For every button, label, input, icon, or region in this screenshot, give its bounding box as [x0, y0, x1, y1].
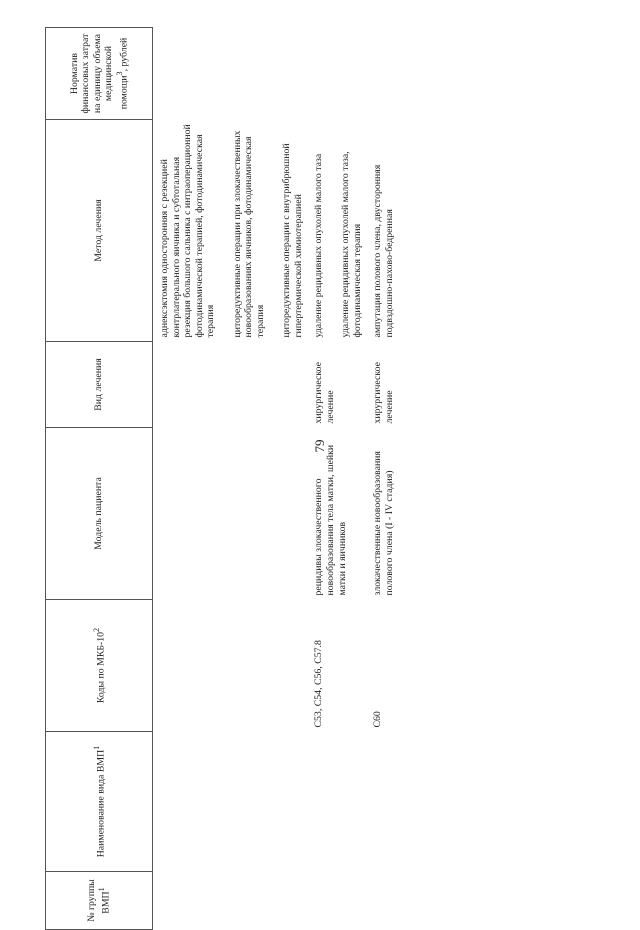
method-item: аднексэктомия односторонняя с резекцией контрлатерального яичника и субтотальная резекция большого сальника с интраоперационной фотодинамической терапией, фотодинамическая терапия	[159, 124, 217, 338]
cell-vmp-name	[307, 732, 366, 872]
cell-icd-codes	[153, 600, 308, 732]
method-item: циторедуктивные операции с внутрибрюшной гипертермической химиотерапией	[281, 143, 304, 338]
cell-patient-model	[153, 428, 308, 600]
header-financial-norm: Норматив финансовых затрат на единицу объема медицинской помощи$^3$, рублей	[46, 28, 153, 120]
header-vmp-name: Наименование вида ВМП$^1$	[46, 732, 153, 872]
cell-group-number	[366, 872, 398, 930]
cell-financial-norm	[153, 28, 308, 120]
method-item: удаление рецидивных опухолей малого таза, фотодинамическая терапия	[340, 151, 363, 338]
table-header-row	[46, 28, 153, 930]
method-item: удаление рецидивных опухолей малого таза	[313, 153, 325, 338]
header-icd-codes: Коды по МКБ-$10^2$	[46, 600, 153, 732]
cell-patient-model: рецидивы злокачественного новообразования тела матки, шейки матки и яичников	[313, 444, 348, 596]
header-group-number: № группы ВМП$^1$	[46, 872, 153, 930]
table-row	[153, 28, 308, 930]
header-treatment-type: Вид лечения	[46, 342, 153, 428]
cell-vmp-name	[366, 732, 398, 872]
cell-patient-model: злокачественные новообразования полового члена (I - IV стадия)	[372, 451, 395, 596]
method-item: ампутация полового члена, двусторонняя подвздошно-пахово-бедренная	[372, 164, 395, 338]
table-row	[366, 28, 398, 930]
cell-icd-codes: C53, C54, C56, C57.8	[313, 640, 325, 728]
page-number: 79	[312, 439, 327, 453]
table-row	[307, 28, 366, 930]
cell-vmp-name	[153, 732, 308, 872]
rotated-table-sheet	[45, 28, 606, 930]
method-item: циторедуктивные операции при злокачественных новообразованиях яичников, фотодинамическая терапия	[231, 130, 266, 338]
header-patient-model: Модель пациента	[46, 428, 153, 600]
cell-group-number	[307, 872, 366, 930]
cell-financial-norm	[307, 28, 366, 120]
header-treatment-method: Метод лечения	[46, 120, 153, 342]
vmp-table	[45, 27, 398, 930]
cell-treatment-type	[153, 342, 308, 428]
cell-treatment-method	[153, 120, 308, 342]
cell-treatment-method	[366, 120, 398, 342]
cell-treatment-method	[307, 120, 366, 342]
cell-financial-norm	[366, 28, 398, 120]
cell-icd-codes: C60	[372, 711, 384, 728]
cell-treatment-type: хирургическое лечение	[313, 362, 337, 424]
cell-treatment-type: хирургическое лечение	[372, 362, 395, 424]
cell-group-number	[153, 872, 308, 930]
